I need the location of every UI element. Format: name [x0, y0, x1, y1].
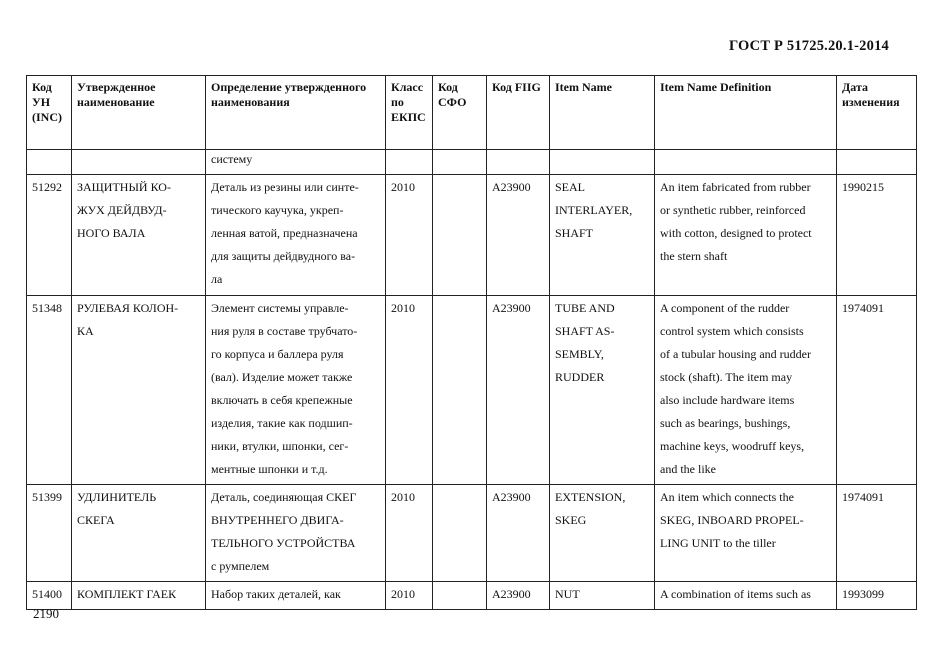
cell-item-definition: An item fabricated from rubber or synthetic rubber, reinforced with cotton, designed to protect the stern shaft [655, 175, 837, 296]
cell-date: 1990215 [837, 175, 917, 296]
cell-item-definition: A combination of items such as [655, 582, 837, 610]
table-row [27, 296, 917, 485]
cell-sfo [433, 485, 487, 582]
header-code: Код УН (INC) [27, 76, 72, 150]
cell-ekps: 2010 [386, 296, 433, 485]
cell-code: 51348 [27, 296, 72, 485]
cell-ekps: 2010 [386, 582, 433, 610]
cell-fiig: A23900 [487, 582, 550, 610]
header-fiig: Код FIIG [487, 76, 550, 150]
cell-item-definition: A component of the rudder control system which consists of a tubular housing and rudder stock (shaft). The item may also include hardware items such as bearings, bushings, machine keys, woodruff keys, and the like [655, 296, 837, 485]
header-ekps: Класс по ЕКПС [386, 76, 433, 150]
cell-item-definition: An item which connects the SKEG, INBOARD PROPEL- LING UNIT to the tiller [655, 485, 837, 582]
header-date: Дата изменения [837, 76, 917, 150]
cell-fiig: A23900 [487, 175, 550, 296]
cell-item-name: NUT [550, 582, 655, 610]
cell-definition: Деталь, соединяющая СКЕГ ВНУТРЕННЕГО ДВИГА- ТЕЛЬНОГО УСТРОЙСТВА с румпелем [206, 485, 386, 582]
header-sfo: Код СФО [433, 76, 487, 150]
cell-code: 51399 [27, 485, 72, 582]
cell-sfo [433, 175, 487, 296]
cell-date: 1993099 [837, 582, 917, 610]
cell-fiig: A23900 [487, 296, 550, 485]
continuation-row [27, 150, 917, 175]
header-definition: Определение утвержденного наименования [206, 76, 386, 150]
document-title: ГОСТ Р 51725.20.1-2014 [728, 38, 889, 54]
page-number: 2190 [33, 606, 59, 621]
table-row [27, 485, 917, 582]
cell-definition: Элемент системы управле- ния руля в составе трубчато- го корпуса и баллера руля (вал). Изделие может также включать в себя крепежные изделия, такие как подшип- ники, втулки, шпонки, сег- ментные шпонки и т.д. [206, 296, 386, 485]
cell-date: 1974091 [837, 485, 917, 582]
cell-code: 51400 [27, 582, 72, 610]
header-item-definition: Item Name Definition [655, 76, 837, 150]
cell-name: ЗАЩИТНЫЙ КО- ЖУХ ДЕЙДВУД- НОГО ВАЛА [72, 175, 206, 296]
cell-date: 1974091 [837, 296, 917, 485]
cell-sfo [433, 582, 487, 610]
cell-name: КОМПЛЕКТ ГАЕК [72, 582, 206, 610]
continuation-definition: систему [206, 150, 386, 175]
cell-sfo [433, 296, 487, 485]
cell-name: УДЛИНИТЕЛЬ СКЕГА [72, 485, 206, 582]
table-row [27, 582, 917, 610]
cell-code: 51292 [27, 175, 72, 296]
cell-name: РУЛЕВАЯ КОЛОН- КА [72, 296, 206, 485]
cell-item-name: EXTENSION, SKEG [550, 485, 655, 582]
cell-ekps: 2010 [386, 485, 433, 582]
cell-definition: Набор таких деталей, как [206, 582, 386, 610]
table-row [27, 175, 917, 296]
cell-item-name: SEAL INTERLAYER, SHAFT [550, 175, 655, 296]
table-header-row [27, 76, 917, 150]
header-name: Утвержденное наименование [72, 76, 206, 150]
cell-ekps: 2010 [386, 175, 433, 296]
cell-item-name: TUBE AND SHAFT AS- SEMBLY, RUDDER [550, 296, 655, 485]
registry-table [26, 75, 917, 610]
header-item-name: Item Name [550, 76, 655, 150]
cell-fiig: A23900 [487, 485, 550, 582]
cell-definition: Деталь из резины или синте- тического каучука, укреп- ленная ватой, предназначена для защиты дейдвудного ва- ла [206, 175, 386, 296]
